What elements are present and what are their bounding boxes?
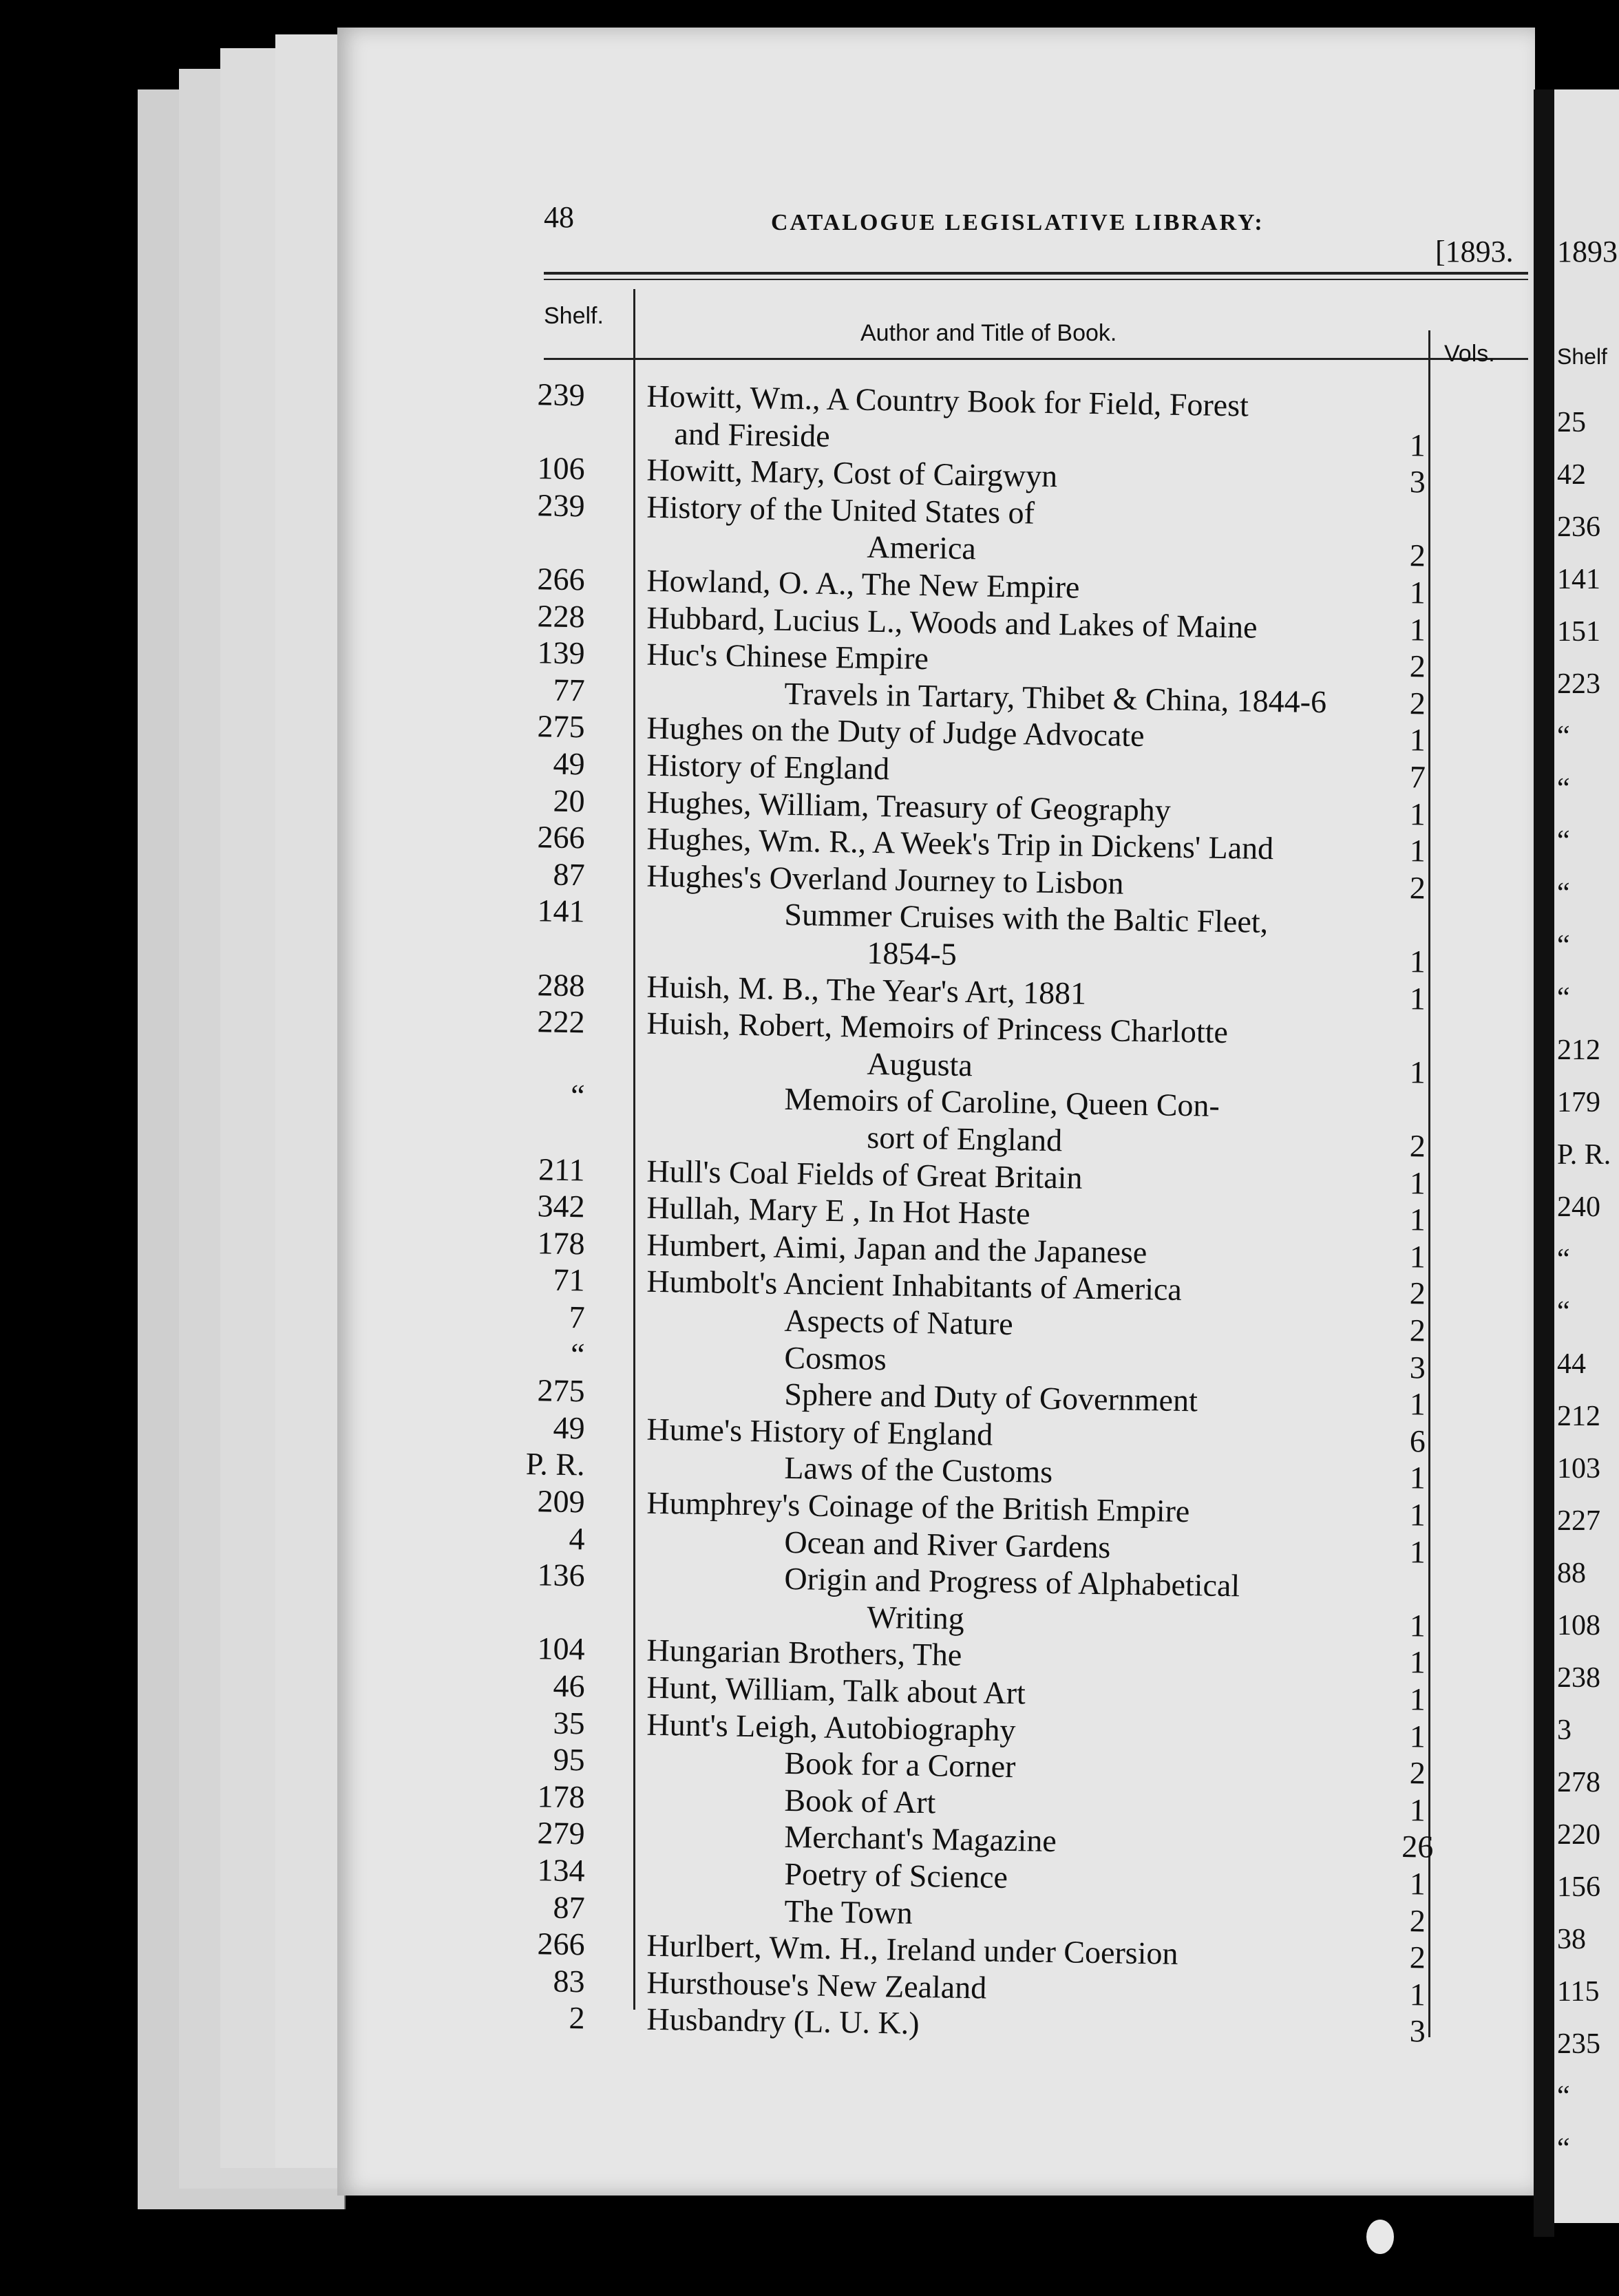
shelf-number: P. R. xyxy=(525,1446,585,1482)
shelf-number: 87 xyxy=(553,856,585,893)
facing-page-shelf-number: “ xyxy=(1557,1296,1570,1328)
volume-count: 6 xyxy=(1409,1423,1426,1459)
facing-page-shelf-number: 227 xyxy=(1557,1505,1600,1537)
shelf-number: 106 xyxy=(537,450,585,487)
facing-page-shelf-number: P. R. xyxy=(1557,1139,1611,1171)
book-title: Hume's History of England xyxy=(646,1411,993,1452)
facing-page-shelf-number: “ xyxy=(1557,825,1570,857)
shelf-number: 87 xyxy=(553,1889,585,1925)
column-header-author-title: Author and Title of Book. xyxy=(860,320,1117,346)
volume-count: 1 xyxy=(1409,833,1426,869)
volume-count: 1 xyxy=(1409,796,1426,832)
book-title: Humbert, Aimi, Japan and the Japanese xyxy=(646,1226,1147,1270)
facing-page-shelf-number: 103 xyxy=(1557,1453,1600,1485)
book-title: Summer Cruises with the Baltic Fleet, xyxy=(784,897,1269,940)
volume-count: 1 xyxy=(1409,1460,1426,1496)
book-title: Hughes, Wm. R., A Week's Trip in Dickens' Land xyxy=(646,820,1274,867)
book-title: Hursthouse's New Zealand xyxy=(646,1964,987,2006)
book-title: Book of Art xyxy=(784,1782,936,1820)
shelf-number: 266 xyxy=(537,819,585,855)
facing-page-shelf-number: “ xyxy=(1557,721,1570,752)
facing-page-shelf-number: 212 xyxy=(1557,1401,1600,1432)
book-title: History of England xyxy=(646,747,890,787)
book-title: Humphrey's Coinage of the British Empire xyxy=(646,1485,1190,1529)
facing-page-shelf-header: Shelf xyxy=(1557,344,1607,369)
book-title: Hullah, Mary E , In Hot Haste xyxy=(646,1189,1030,1231)
shelf-number: 104 xyxy=(537,1630,585,1667)
shelf-number: 95 xyxy=(553,1741,585,1778)
volume-count: 2 xyxy=(1409,1902,1426,1939)
book-title: Poetry of Science xyxy=(784,1856,1008,1895)
volume-count: 2 xyxy=(1409,685,1426,721)
book-title: Origin and Progress of Alphabetical xyxy=(784,1561,1240,1604)
shelf-number: 77 xyxy=(553,672,585,708)
shelf-number: “ xyxy=(570,1336,585,1372)
book-title: America xyxy=(867,529,977,566)
shelf-number: 139 xyxy=(537,635,585,671)
facing-page-year: 1893 xyxy=(1557,235,1618,268)
volume-count: 3 xyxy=(1409,2013,1426,2049)
facing-page-shelf-number: “ xyxy=(1557,878,1570,909)
volume-count: 1 xyxy=(1409,1976,1426,2012)
volume-count: 1 xyxy=(1409,427,1426,463)
book-title: Huc's Chinese Empire xyxy=(646,636,929,677)
book-title: Augusta xyxy=(867,1045,973,1083)
page-year: [1893. xyxy=(1435,235,1514,268)
book-title: Hurlbert, Wm. H., Ireland under Coersion xyxy=(646,1927,1178,1972)
shelf-number: 222 xyxy=(537,1003,585,1040)
volume-count: 1 xyxy=(1409,1238,1426,1275)
shelf-number: 178 xyxy=(537,1778,585,1815)
facing-page-shelf-number: “ xyxy=(1557,773,1570,805)
book-title: Merchant's Magazine xyxy=(784,1819,1057,1859)
book-title: Hull's Coal Fields of Great Britain xyxy=(646,1153,1083,1195)
shelf-number: 49 xyxy=(553,745,585,782)
volume-count: 1 xyxy=(1409,944,1426,979)
facing-page-shelf-number: 223 xyxy=(1557,668,1600,700)
book-title: Ocean and River Gardens xyxy=(784,1524,1111,1564)
facing-page-shelf-number: 141 xyxy=(1557,564,1600,595)
volume-count xyxy=(1390,1090,1446,1091)
shelf-number: 2 xyxy=(569,2000,585,2036)
book-title: Hunt, William, Talk about Art xyxy=(646,1669,1026,1711)
book-title: Hughes, William, Treasury of Geography xyxy=(646,784,1172,828)
book-title: Howitt, Mary, Cost of Cairgwyn xyxy=(646,451,1058,494)
book-title: and Fireside xyxy=(674,415,831,454)
book-title: Hughes on the Duty of Judge Advocate xyxy=(646,710,1145,754)
facing-page-shelf-number: 25 xyxy=(1557,407,1586,438)
volume-count: 1 xyxy=(1409,1202,1426,1237)
facing-page-shelf-number: 3 xyxy=(1557,1714,1572,1746)
facing-page-shelf-number: 115 xyxy=(1557,1976,1600,2008)
shelf-number: 266 xyxy=(537,561,585,597)
book-title: Hughes's Overland Journey to Lisbon xyxy=(646,858,1124,901)
book-title: Husbandry (L. U. K.) xyxy=(646,2001,920,2041)
facing-page-shelf-number: 278 xyxy=(1557,1767,1600,1798)
book-title: Howland, O. A., The New Empire xyxy=(646,562,1080,605)
volume-count: 2 xyxy=(1409,1755,1426,1791)
header-rule-top xyxy=(544,272,1528,275)
shelf-number: 141 xyxy=(537,893,585,929)
header-rule-bottom xyxy=(544,358,1528,360)
book-title: Memoirs of Caroline, Queen Con- xyxy=(784,1081,1220,1124)
shelf-number: 209 xyxy=(537,1483,585,1520)
facing-page-shelf-number: 238 xyxy=(1557,1662,1600,1694)
book-title: Hubbard, Lucius L., Woods and Lakes of Maine xyxy=(646,599,1258,645)
volume-count: 2 xyxy=(1409,1312,1426,1348)
volume-count xyxy=(1390,1570,1446,1571)
page-number: 48 xyxy=(544,200,574,234)
book-title: History of the United States of xyxy=(646,489,1035,531)
shelf-number: 266 xyxy=(537,1926,585,1962)
shelf-number: 46 xyxy=(553,1668,585,1704)
volume-count: 2 xyxy=(1409,538,1426,573)
volume-count: 1 xyxy=(1409,1054,1426,1090)
facing-page-shelf-number: 236 xyxy=(1557,511,1600,543)
book-title: sort of England xyxy=(867,1119,1063,1158)
volume-count: 1 xyxy=(1409,1607,1426,1644)
facing-page-shelf-number: 179 xyxy=(1557,1087,1600,1118)
facing-page-shelf-number: 44 xyxy=(1557,1348,1586,1380)
book-title: Aspects of Nature xyxy=(784,1302,1013,1342)
header-rule-second xyxy=(544,279,1528,280)
facing-page-shelf-number: 38 xyxy=(1557,1924,1586,1955)
shelf-number: 342 xyxy=(537,1188,585,1224)
shelf-number: 20 xyxy=(553,783,585,818)
book-title: Huish, Robert, Memoirs of Princess Charlotte xyxy=(646,1005,1229,1050)
shelf-number: 228 xyxy=(537,597,585,634)
book-title: Sphere and Duty of Government xyxy=(784,1376,1198,1418)
book-title: Laws of the Customs xyxy=(784,1450,1053,1490)
paper-blot xyxy=(1366,2220,1394,2254)
book-title: The Town xyxy=(784,1893,913,1931)
facing-page-shelf-number: “ xyxy=(1557,930,1570,961)
shelf-number: 35 xyxy=(553,1705,585,1741)
shelf-number: 49 xyxy=(553,1410,585,1446)
volume-count: 1 xyxy=(1409,1792,1426,1828)
book-title: Hunt's Leigh, Autobiography xyxy=(646,1706,1016,1747)
book-title: Humbolt's Ancient Inhabitants of America xyxy=(646,1264,1183,1308)
volume-count: 26 xyxy=(1401,1829,1434,1865)
book-title: Huish, M. B., The Year's Art, 1881 xyxy=(646,968,1087,1011)
facing-page-shelf-number: 212 xyxy=(1557,1034,1600,1066)
shelf-number: 7 xyxy=(569,1299,585,1335)
facing-page-shelf-number: “ xyxy=(1557,2133,1570,2165)
facing-page-shelf-number: “ xyxy=(1557,2081,1570,2112)
book-title: Book for a Corner xyxy=(784,1745,1016,1785)
facing-page-shelf-number: 108 xyxy=(1557,1610,1600,1641)
volume-count: 1 xyxy=(1409,1386,1426,1422)
volume-count: 7 xyxy=(1409,759,1426,795)
book-title: Cosmos xyxy=(784,1339,887,1376)
shelf-number: “ xyxy=(570,1078,585,1114)
volume-count: 2 xyxy=(1409,648,1426,684)
volume-count: 1 xyxy=(1409,1718,1426,1754)
volume-count: 3 xyxy=(1409,1349,1426,1385)
book-title: 1854-5 xyxy=(867,935,957,972)
facing-page-shelf-number: 42 xyxy=(1557,459,1586,491)
book-title: Travels in Tartary, Thibet & China, 1844-6 xyxy=(784,675,1327,720)
facing-page-shelf-number: “ xyxy=(1557,1244,1570,1275)
volume-count: 2 xyxy=(1409,869,1426,906)
shelf-number: 134 xyxy=(537,1852,585,1889)
facing-page-shelf-number: 240 xyxy=(1557,1191,1600,1223)
shelf-number: 275 xyxy=(537,1372,585,1409)
volume-count: 1 xyxy=(1409,1644,1426,1680)
volume-count: 1 xyxy=(1409,1681,1426,1717)
volume-count: 1 xyxy=(1409,1533,1426,1570)
page-edge xyxy=(275,34,346,2168)
shelf-number: 4 xyxy=(569,1520,585,1556)
facing-page-shelf-number: 156 xyxy=(1557,1871,1600,1903)
shelf-number: 211 xyxy=(538,1151,585,1187)
volume-count: 1 xyxy=(1409,980,1426,1017)
shelf-number: 239 xyxy=(537,487,585,524)
volume-count: 1 xyxy=(1409,611,1426,648)
volume-count: 2 xyxy=(1409,1128,1426,1164)
shelf-number: 288 xyxy=(537,966,585,1003)
shelf-number: 136 xyxy=(537,1557,585,1593)
shelf-number: 239 xyxy=(537,376,585,413)
shelf-number: 275 xyxy=(537,708,585,745)
book-gutter xyxy=(1534,89,1554,2237)
column-header-vols: Vols. xyxy=(1444,341,1495,367)
book-title: Howitt, Wm., A Country Book for Field, Forest xyxy=(646,378,1249,423)
book-title: Writing xyxy=(867,1599,965,1636)
facing-page-shelf-number: 235 xyxy=(1557,2028,1600,2060)
volume-count: 3 xyxy=(1409,464,1426,500)
volume-count: 1 xyxy=(1409,722,1426,758)
shelf-number: 71 xyxy=(553,1262,585,1298)
volume-count: 1 xyxy=(1409,575,1426,610)
volume-count: 1 xyxy=(1409,1497,1426,1533)
facing-page-shelf-number: 88 xyxy=(1557,1558,1586,1589)
running-title: CATALOGUE LEGISLATIVE LIBRARY: xyxy=(771,210,1264,235)
book-title: Hungarian Brothers, The xyxy=(646,1633,962,1673)
facing-page-shelf-number: “ xyxy=(1557,982,1570,1014)
shelf-number: 178 xyxy=(537,1225,585,1262)
facing-page-shelf-number: 151 xyxy=(1557,616,1600,648)
volume-count: 1 xyxy=(1409,1866,1426,1902)
facing-page-shelf-number: 220 xyxy=(1557,1819,1600,1851)
shelf-number: 83 xyxy=(553,1963,585,1999)
volume-count: 2 xyxy=(1409,1275,1426,1311)
column-header-shelf: Shelf. xyxy=(544,303,604,329)
shelf-number: 279 xyxy=(537,1815,585,1851)
volume-count: 1 xyxy=(1409,1165,1426,1201)
volume-count: 2 xyxy=(1409,1939,1426,1975)
